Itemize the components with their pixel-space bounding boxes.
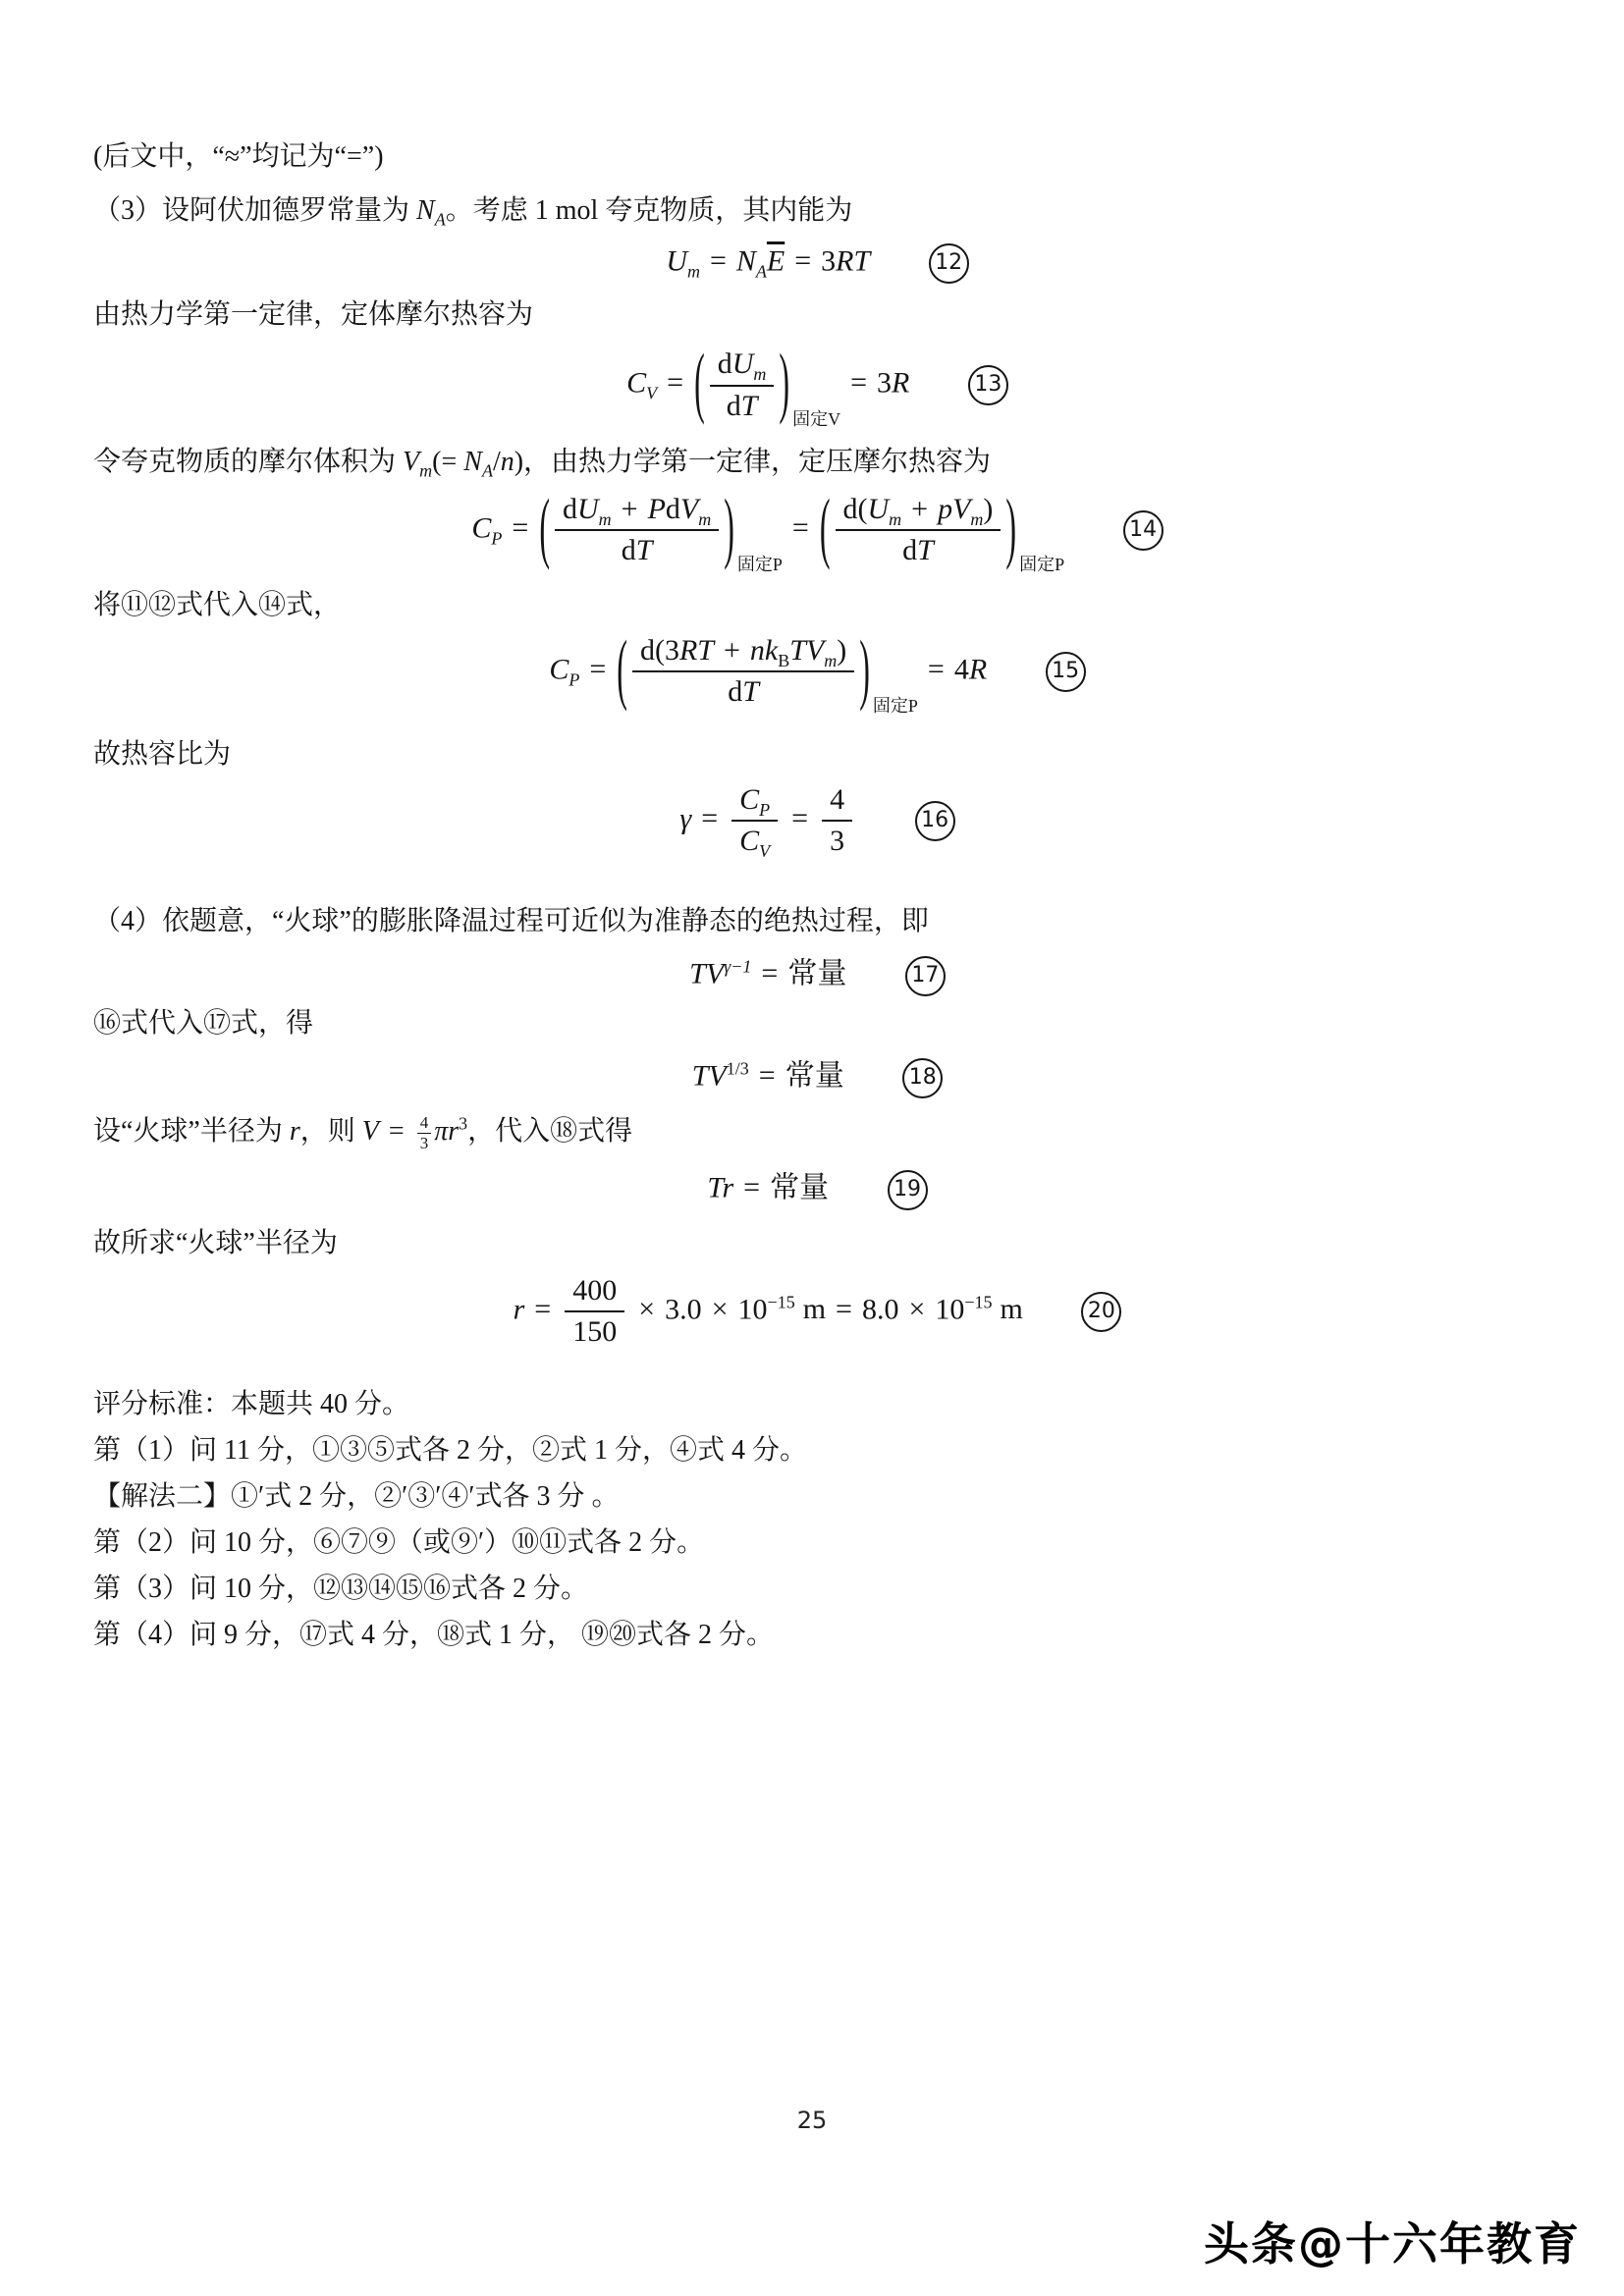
differential-d-paren: d( — [842, 492, 868, 525]
equation-18 — [93, 1050, 1542, 1106]
u-symbol: U — [731, 347, 754, 380]
slash: / — [492, 446, 501, 477]
equals-sign: = — [794, 244, 812, 278]
equals-sign: = — [743, 1171, 761, 1204]
coefficient-3: 3 — [821, 244, 837, 278]
plus-sign: + — [911, 492, 929, 525]
right-paren: ) — [1005, 482, 1017, 571]
base-10: 10 — [737, 1293, 768, 1326]
note-line — [93, 139, 1542, 174]
equation-tag-13: 13 — [968, 365, 1008, 405]
law-fixed-volume-line — [93, 297, 1542, 332]
r-symbol: r — [513, 1293, 525, 1326]
watermark: 头条@十六年教育 — [1204, 2217, 1581, 2270]
equation-tag-20: 20 — [1081, 1292, 1121, 1332]
cube-exponent: 3 — [459, 1113, 468, 1134]
rt-symbol: RT — [836, 244, 871, 278]
na-symbol: N — [735, 244, 756, 278]
final-radius-text: 故所求“火球”半径为 — [93, 1227, 338, 1258]
v-subscript: m — [698, 508, 712, 529]
score-part4-line: 第（4）问 9 分，⑰式 4 分，⑱式 1 分， ⑲⑳式各 2 分。 — [93, 1619, 775, 1650]
equals-sign: = — [791, 511, 809, 545]
numerator-4: 4 — [417, 1114, 432, 1134]
pi-r-symbol: πr — [434, 1115, 460, 1147]
equation-tag-16: 16 — [915, 801, 955, 841]
differential-d: d — [621, 534, 636, 567]
four-thirds-inline-fraction — [417, 1114, 432, 1152]
numerator-4: 4 — [822, 783, 852, 823]
v-symbol: V — [952, 492, 971, 525]
differential-d: d — [665, 492, 680, 525]
substitute-11-12-text: 将⑪⑫式代入⑭式， — [93, 589, 342, 620]
equation-12 — [93, 236, 1542, 292]
cp-subscript: P — [568, 669, 580, 690]
tv-symbol: TV — [689, 957, 725, 990]
equation-tag-17: 17 — [905, 956, 946, 996]
score-method2-line: 【解法二】①′式 2 分，②′③′④′式各 3 分 。 — [93, 1480, 620, 1512]
denominator-3: 3 — [419, 1134, 429, 1153]
differential-d: d — [902, 534, 918, 567]
t-symbol: T — [917, 534, 934, 567]
u-symbol: U — [577, 492, 599, 525]
constant-text: 常量 — [770, 1171, 830, 1204]
fixed-pressure-condition: 固定P — [736, 555, 783, 575]
r-symbol: R — [968, 653, 988, 686]
boltzmann-subscript: B — [778, 650, 790, 670]
fixed-pressure-condition: 固定P — [1019, 555, 1065, 575]
u-subscript: m — [753, 364, 767, 384]
differential-d: d — [728, 675, 743, 709]
equals-sign: = — [791, 802, 809, 835]
value-3-0: 3.0 — [665, 1293, 702, 1326]
page-number: 25 — [796, 2107, 828, 2134]
plus-sign: + — [723, 633, 740, 667]
equals-sign: = — [701, 802, 719, 835]
constant-text: 常量 — [787, 957, 847, 990]
equals-sign: = — [709, 244, 727, 278]
internal-energy-symbol: U — [666, 244, 687, 278]
scoring-criteria — [93, 1381, 1542, 1658]
four-thirds-fraction — [822, 783, 852, 859]
nk-symbol: nk — [749, 633, 779, 667]
v-subscript: m — [824, 650, 838, 670]
plus-sign: + — [621, 492, 638, 525]
score-part3-line: 第（3）问 10 分，⑫⑬⑭⑮⑯式各 2 分。 — [93, 1573, 589, 1604]
part3-intro-line — [93, 193, 1542, 228]
differential-d: d — [726, 389, 741, 422]
right-paren: ) — [859, 623, 870, 713]
times-sign: × — [711, 1293, 729, 1326]
molar-volume-pre: 令夸克物质的摩尔体积为 — [93, 446, 404, 477]
tr-symbol: Tr — [707, 1171, 734, 1204]
derivative-fraction-2 — [836, 493, 1001, 568]
mean-energy-symbol: $\overline{E}$ — [766, 244, 785, 278]
na-symbol: N — [463, 446, 482, 477]
molar-volume-line — [93, 445, 1542, 479]
equals-sign: = — [758, 1059, 776, 1093]
cp-cv-fraction — [731, 782, 778, 862]
equation-15 — [93, 623, 1542, 725]
cp-symbol: C — [471, 511, 492, 545]
equation-tag-15: 15 — [1046, 652, 1086, 692]
equals-sign: = — [927, 653, 945, 686]
avogadro-subscript: A — [434, 209, 446, 230]
na-subscript: A — [755, 261, 767, 282]
ratio-fraction — [565, 1274, 624, 1350]
exponent-minus-15: −15 — [767, 1292, 795, 1312]
fixed-volume-condition: 固定V — [792, 409, 841, 430]
constant-text: 常量 — [785, 1059, 844, 1093]
part3-intro-pre: （3）设阿伏加德罗常量为 — [93, 195, 417, 226]
substitute-11-12-line — [93, 588, 1542, 622]
n-symbol: n — [500, 446, 514, 477]
equals-sign: = — [761, 957, 779, 990]
differential-d: d — [717, 347, 732, 380]
cp-symbol: C — [549, 653, 569, 686]
fireball-radius-pre: 设“火球”半径为 — [93, 1115, 290, 1147]
cp-symbol: C — [739, 782, 760, 816]
differential-d: d — [563, 492, 577, 525]
equation-tag-19: 19 — [888, 1170, 928, 1210]
cv-symbol: C — [739, 825, 760, 858]
score-total-line: 评分标准：本题共 40 分。 — [93, 1388, 410, 1419]
heat-ratio-line — [93, 737, 1542, 772]
t-symbol: T — [635, 534, 653, 567]
equation-17 — [93, 948, 1542, 1004]
denominator-150: 150 — [572, 1315, 618, 1349]
fixed-pressure-condition: 固定P — [872, 696, 918, 717]
equals-sign: = — [534, 1293, 552, 1326]
note-text: (后文中，“≈”均记为“=”) — [93, 141, 384, 172]
fireball-radius-mid: ，则 — [299, 1115, 362, 1147]
fireball-radius-post: ，代入⑱式得 — [467, 1115, 633, 1147]
p-lowercase-symbol: p — [938, 492, 953, 525]
p-symbol: P — [647, 492, 666, 525]
na-subscript: A — [481, 460, 493, 481]
cp-subscript: P — [491, 528, 503, 549]
coefficient-3: 3 — [877, 366, 892, 400]
substitute-16-17-line — [93, 1006, 1542, 1041]
equals-sign: = — [667, 366, 684, 400]
tv-symbol: TV — [789, 633, 825, 667]
r-symbol: r — [289, 1115, 300, 1147]
document-page — [93, 139, 1542, 1658]
equation-tag-18: 18 — [902, 1058, 943, 1098]
meter-unit: m — [802, 1293, 827, 1326]
close-paren: ) — [837, 633, 847, 667]
equation-tag-12: 12 — [929, 243, 969, 284]
heat-ratio-text: 故热容比为 — [93, 738, 232, 770]
cv-symbol: C — [626, 366, 647, 400]
left-paren: ( — [694, 337, 705, 426]
one-third-exponent: 1/3 — [726, 1058, 749, 1079]
gamma-symbol: γ — [679, 802, 692, 835]
v-symbol: V — [679, 492, 699, 525]
gamma-minus-1-exponent: γ−1 — [724, 956, 752, 977]
v-symbol: V — [361, 1115, 379, 1147]
value-8-0: 8.0 — [861, 1293, 899, 1326]
close-paren: ) — [983, 492, 994, 525]
denominator-3: 3 — [830, 825, 845, 858]
equation-19 — [93, 1162, 1542, 1218]
part3-intro-post: 。考虑 1 mol 夸克物质，其内能为 — [445, 195, 853, 226]
equation-20 — [93, 1266, 1542, 1358]
t-symbol: T — [740, 389, 758, 422]
cp-subscript: P — [759, 799, 771, 820]
score-part2-line: 第（2）问 10 分，⑥⑦⑨（或⑨′）⑩⑪式各 2 分。 — [93, 1526, 705, 1558]
law-fixed-volume-text: 由热力学第一定律，定体摩尔热容为 — [93, 299, 534, 330]
u-subscript: m — [598, 508, 612, 529]
equation-14 — [93, 482, 1542, 584]
times-sign: × — [908, 1293, 926, 1326]
left-paren: ( — [539, 482, 550, 571]
cv-subscript: V — [646, 383, 658, 403]
equation-16 — [93, 775, 1542, 867]
score-part1-line: 第（1）问 11 分，①③⑤式各 2 分，②式 1 分，④式 4 分。 — [93, 1434, 807, 1466]
equals-sign: = — [589, 653, 607, 686]
vm-subscript: m — [419, 460, 433, 481]
r-symbol: R — [892, 366, 910, 400]
molar-volume-post: )，由热力学第一定律，定压摩尔热容为 — [514, 446, 992, 477]
exponent-minus-15: −15 — [964, 1292, 993, 1312]
coefficient-3: 3 — [664, 633, 679, 667]
v-subscript: m — [970, 508, 984, 529]
meter-unit: m — [1000, 1293, 1023, 1326]
final-radius-line — [93, 1226, 1542, 1260]
avogadro-symbol: N — [416, 195, 435, 226]
left-paren: ( — [819, 482, 831, 571]
equals-sign: = — [836, 1293, 852, 1326]
substitute-16-17-text: ⑯式代入⑰式，得 — [93, 1007, 314, 1039]
derivative-fraction — [632, 634, 854, 710]
coefficient-4: 4 — [953, 653, 969, 686]
um-subscript: m — [686, 261, 700, 282]
right-paren: ) — [779, 337, 790, 426]
equation-tag-14: 14 — [1123, 510, 1164, 551]
equals-sign: = — [388, 1115, 405, 1147]
rt-symbol: RT — [678, 633, 714, 667]
part4-intro-text: （4）依题意，“火球”的膨胀降温过程可近似为准静态的绝热过程，即 — [93, 905, 929, 936]
cv-subscript: V — [759, 841, 771, 862]
part4-intro-line — [93, 904, 1542, 938]
equals-sign: = — [512, 511, 529, 545]
numerator-400: 400 — [565, 1274, 624, 1313]
equals-sign: = — [850, 366, 867, 400]
derivative-fraction — [710, 347, 775, 423]
base-10: 10 — [935, 1293, 965, 1326]
equation-13 — [93, 337, 1542, 439]
derivative-fraction-1 — [555, 493, 719, 568]
vm-symbol: V — [403, 446, 420, 477]
u-symbol: U — [867, 492, 890, 525]
t-symbol: T — [742, 675, 759, 709]
u-subscript: m — [889, 508, 902, 529]
tv-symbol: TV — [691, 1059, 727, 1093]
open-paren-equals: (= — [432, 446, 464, 477]
left-paren: ( — [617, 623, 627, 713]
right-paren: ) — [724, 482, 734, 571]
times-sign: × — [638, 1293, 656, 1326]
fireball-radius-line — [93, 1114, 1542, 1152]
differential-d-paren: d( — [639, 633, 665, 667]
